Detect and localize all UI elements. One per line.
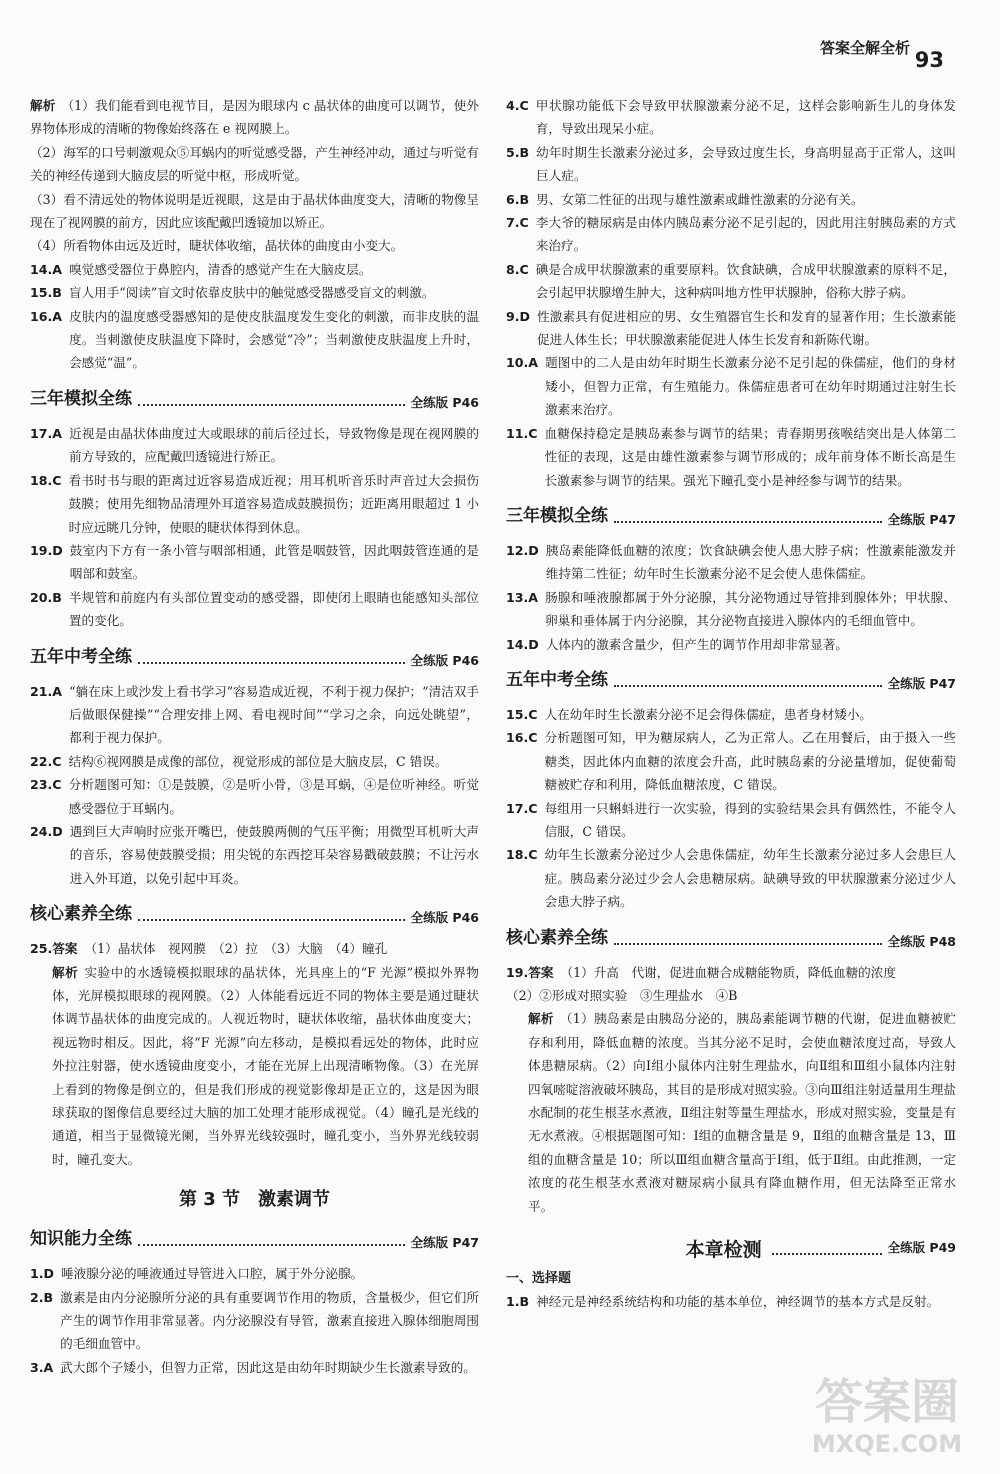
item-text: 甲状腺功能低下会导致甲状腺激素分泌不足，这样会影响新生儿的身体发育，导致出现呆小症。: [535, 98, 956, 137]
answer-item: [506, 258, 956, 305]
item-text: 幼年生长激素分泌过少人会患侏儒症，幼年生长激素分泌过多人会患巨人症。胰岛素分泌过少会人会患糖尿病。缺碘导致的甲状腺激素分泌过少人会患大脖子病。: [544, 847, 956, 910]
item-text: 碘是合成甲状腺激素的重要原料。饮食缺碘，合成甲状腺激素的原料不足，会引起甲状腺增生肿大，这种病叫地方性甲状腺肿，俗称大脖子病。: [535, 261, 956, 301]
item-text: 分析题图可知：①是鼓膜，②是听小骨，③是耳蜗，④是位听神经。听觉感受器位于耳蜗内。: [68, 777, 479, 816]
answer-item: [506, 188, 956, 211]
answer-item: [506, 961, 956, 984]
answer-item: [506, 141, 956, 188]
item-number: 16.A: [30, 308, 63, 324]
item-text: 血糖保持稳定是胰岛素参与调节的结果；青春期男孩喉结突出是人体第二性征的表现，这是由雄性激素参与调节形成的；成年前身体不断长高是生长激素参与调节的结果。强光下瞳孔变小是神经参与调节的结果。: [544, 425, 956, 488]
answer-item: [506, 422, 956, 492]
answer-item: [30, 469, 479, 539]
item-number: 22.C: [30, 753, 62, 769]
dotted-leader: [614, 521, 882, 523]
analysis-label: 解析: [52, 964, 79, 980]
item-number: 25.答案: [30, 941, 78, 957]
answer-item: [506, 586, 956, 633]
answer-item: [30, 680, 479, 750]
page-number: 93: [914, 48, 944, 72]
section-heading: [506, 502, 956, 530]
item-number: 3.A: [30, 1359, 54, 1375]
item-number: 8.C: [506, 261, 529, 277]
item-text: 胰岛素能降低血糖的浓度；饮食缺碘会使人患大脖子病；性激素能激发并维持第二性征；幼年时生长激素分泌不足会使人患侏儒症。: [545, 542, 956, 582]
analysis-label: 解析: [528, 1011, 554, 1027]
answer-item: [30, 1286, 479, 1356]
answer-item: [30, 937, 479, 960]
item-number: 10.A: [506, 355, 539, 371]
item-text: 男、女第二性征的出现与雄性激素或雌性激素的分泌有关。: [536, 191, 864, 207]
dotted-leader: [772, 1253, 882, 1255]
item-number: 13.A: [506, 589, 539, 605]
item-text: 神经元是神经系统结构和功能的基本单位，神经调节的基本方式是反射。: [536, 1294, 940, 1310]
answer-item: [506, 305, 956, 352]
section-title: 知识能力全练: [30, 1229, 132, 1250]
item-answer: （1）升高 代谢，促进血糖合成糖能物质，降低血糖的浓度: [560, 964, 896, 980]
left-column: [30, 94, 479, 1379]
section-title: 五年中考全练: [30, 646, 132, 667]
item-text: “躺在床上或沙发上看书学习”容易造成近视，不利于视力保护；“清洁双手后做眼保健操”“合理安排上网、看电视时间”“学习之余，向远处眺望”，都利于视力保护。: [69, 683, 479, 746]
item-text: 皮肤内的温度感受器感知的是使皮肤温度发生变化的刺激，而非皮肤的温度。当刺激使皮肤温度下降时，会感觉“冷”；当刺激使皮肤温度上升时，会感觉“温”。: [69, 308, 479, 371]
item-text: 激素是由内分泌腺所分泌的具有重要调节作用的物质，含量极少，但它们所产生的调节作用非常显著。内分泌腺没有导管，激素直接进入腺体细胞周围的毛细血管中。: [60, 1289, 479, 1352]
page-header: [0, 0, 1000, 84]
subheading: 一、选择题: [506, 1271, 572, 1287]
watermark-brand: 答案圈: [814, 1374, 960, 1430]
item-text: 看书时书与眼的距离过近容易造成近视；用耳机听音乐时声音过大会损伤鼓膜；使用先细物品清理外耳道容易造成鼓膜损伤；近距离用眼超过 1 小时应远眺几分钟，使眼的睫状体得到休息。: [68, 472, 479, 535]
item-number: 7.C: [506, 215, 529, 231]
section-heading: [30, 643, 479, 671]
section-reference: 全练版 P48: [887, 933, 956, 949]
answer-item: [506, 703, 956, 726]
chapter-check-title: 本章检测: [685, 1238, 762, 1261]
answer-item: [30, 820, 479, 890]
section-heading: [506, 924, 956, 952]
section-reference: 全练版 P47: [887, 511, 956, 527]
watermark-url: MXQE.COM: [811, 1430, 963, 1458]
item-number: 17.A: [30, 425, 63, 441]
item-text: 人体内的激素含量少，但产生的调节作用却非常显著。: [545, 636, 849, 652]
analysis-block: [506, 1007, 956, 1218]
item-text: 题图中的二人是由幼年时期生长激素分泌不足引起的侏儒症，他们的身材矮小，但智力正常，有生殖能力。侏儒症患者可在幼年时期通过注射生长激素来治疗。: [545, 355, 956, 418]
dotted-leader: [138, 919, 405, 921]
section-title: 五年中考全练: [506, 669, 608, 690]
item-number: 11.C: [506, 425, 538, 441]
analysis-text: （3）看不清远处的物体说明是近视眼，这是由于晶状体曲度变大，清晰的物像呈现在了视网膜的前方，因此应该配戴凹透镜加以矫正。: [30, 191, 479, 231]
item-number: 5.B: [506, 144, 530, 160]
item-number: 6.B: [506, 191, 530, 207]
item-text: 嗅觉感受器位于鼻腔内，清香的感觉产生在大脑皮层。: [69, 261, 372, 277]
section-reference: 全练版 P47: [887, 675, 956, 691]
item-text: 遇到巨大声响时应张开嘴巴，使鼓膜两侧的气压平衡；用微型耳机听大声的音乐，容易使鼓膜受损；用尖锐的东西挖耳朵容易戳破鼓膜；不让污水进入外耳道，以免引起中耳炎。: [69, 823, 479, 886]
item-text: 盲人用手“阅读”盲文时依靠皮肤中的触觉感受器感受盲文的刺激。: [68, 285, 435, 301]
section-heading: [506, 666, 956, 694]
item-text: 武大郎个子矮小，但智力正常，因此这是由幼年时期缺少生长激素导致的。: [60, 1359, 476, 1375]
section-title: 三年模拟全练: [506, 505, 608, 526]
item-number: 1.B: [506, 1294, 530, 1310]
item-text: 每组用一只蝌蚪进行一次实验，得到的实验结果会具有偶然性，不能令人信服，C 错误。: [544, 800, 956, 839]
dotted-leader: [614, 943, 882, 945]
item-number: 19.答案: [506, 964, 554, 980]
item-number: 20.B: [30, 589, 62, 605]
answer-item: [30, 1356, 479, 1379]
analysis-text: （1）胰岛素是由胰岛分泌的，胰岛素能调节糖的代谢，促进血糖被贮存和利用，降低血糖的浓度。当其分泌不足时，会使血糖浓度过高，导致人体患糖尿病。（2）向Ⅰ组小鼠体内注射生理盐水，向Ⅱ组和Ⅲ组小鼠体内注射四氧嘧啶溶液破坏胰岛，其目的是形成对照实验。③向Ⅲ组注射适量用生理盐水配制的花生根茎水煮液，Ⅱ组注射等量生理盐水，形成对照实验，变量是有无水煮液。④根据题图可知：Ⅰ组的血糖含量是 9，Ⅱ组的血糖含量是 13，Ⅲ组的血糖含量是 10；所以Ⅲ组血糖含量高于Ⅰ组，低于Ⅱ组。由此推测，一定浓度的花生根茎水煮液对糖尿病小鼠具有降血糖作用，但无法降至正常水平。: [528, 1011, 956, 1214]
section-title: 核心素养全练: [506, 927, 608, 948]
section-heading: [30, 1225, 479, 1253]
section-reference: 全练版 P46: [410, 910, 479, 926]
answer-item: [30, 750, 479, 773]
item-text: 性激素具有促进相应的男、女生殖器官生长和发育的显著作用；生长激素能促进人体生长；甲状腺激素能促进人体生长发育和新陈代谢。: [537, 308, 956, 348]
section-heading: [30, 385, 479, 413]
analysis-text: （1）我们能看到电视节目，是因为眼球内 c 晶状体的曲度可以调节，使外界物体形成的清晰的物像始终落在 e 视网膜上。: [30, 98, 479, 137]
answer-item: [30, 1262, 479, 1285]
answer-item: [506, 351, 956, 421]
dotted-leader: [614, 685, 882, 687]
item-number: 2.B: [30, 1289, 54, 1305]
answer-item: [30, 422, 479, 469]
item-number: 12.D: [506, 542, 539, 558]
chapter-check-heading: [506, 1232, 956, 1262]
item-number: 24.D: [30, 823, 63, 839]
analysis-text: （4）所看物体由远及近时，睫状体收缩，晶状体的曲度由小变大。: [30, 238, 404, 254]
item-answer: （1）晶状体 视网膜 （2）拉 （3）大脑 （4）瞳孔: [84, 941, 388, 957]
item-text: 分析题图可知，甲为糖尿病人，乙为正常人。乙在用餐后，由于摄入一些糖类，因此体内血糖的浓度会升高，此时胰岛素的分泌量增加，促使葡萄糖被贮存和利用，降低血糖浓度，C 错误。: [544, 730, 956, 793]
item-number: 4.C: [506, 98, 529, 113]
section-reference: 全练版 P49: [887, 1239, 956, 1255]
answer-item: [506, 726, 956, 796]
analysis-label: 解析: [30, 98, 56, 113]
item-number: 15.B: [30, 285, 62, 301]
dotted-leader: [138, 1244, 405, 1246]
item-number: 1.D: [30, 1266, 55, 1282]
answer-item: [30, 258, 479, 281]
right-column: [506, 94, 956, 1313]
section-heading: [30, 900, 479, 928]
item-text: 肠腺和唾液腺都属于外分泌腺，其分泌物通过导管排到腺体外；甲状腺、卵巢和垂体属于内分泌腺，其分泌物直接进入腺体内的毛细血管中。: [545, 589, 956, 629]
answer-item: [506, 94, 956, 141]
item-text: 半规管和前庭内有头部位置变动的感受器，即使闭上眼睛也能感知头部位置的变化。: [68, 589, 479, 629]
item-number: 15.C: [506, 706, 538, 722]
item-number: 16.C: [506, 730, 538, 746]
answer-item: [506, 843, 956, 913]
header-title: 答案全解全析: [819, 39, 910, 57]
answer-item: [30, 539, 479, 586]
analysis-text: 实验中的水透镜模拟眼球的晶状体，光具座上的“F 光源”模拟外界物体，光屏模拟眼球的视网膜。（2）人体能看远近不同的物体主要是通过睫状体调节晶状体的曲度完成的。人视近物时，睫状体收缩，晶状体曲度变大；视远物时相反。因此，将“F 光源”向左移动，是模拟看远处的物体，此时应外拉注射器，使水透镜曲度变小，才能在光屏上出现清晰物像。（3）在光屏上看到的物像是倒立的，但是我们形成的视觉影像却是正立的，这是因为眼球获取的图像信息要经过大脑的加工处理才能形成视觉。（4）瞳孔是光线的通道，相当于显微镜光阑，当外界光线较强时，瞳孔变小，当外界光线较弱时，瞳孔变大。: [52, 964, 480, 1167]
section-reference: 全练版 P46: [410, 394, 479, 410]
analysis-block: [30, 94, 479, 258]
item-number: 23.C: [30, 777, 62, 793]
item-answer-continued: （2）②形成对照实验 ③生理盐水 ④B: [506, 988, 738, 1003]
item-number: 14.A: [30, 261, 63, 277]
analysis-block: [30, 961, 479, 1172]
item-number: 9.D: [506, 308, 531, 324]
section-title: 三年模拟全练: [30, 388, 132, 409]
answer-item: [30, 305, 479, 375]
watermark-logo: [792, 1360, 982, 1460]
answer-item: [506, 1290, 956, 1313]
item-text: 人在幼年时生长激素分泌不足会得侏儒症，患者身材矮小。: [544, 706, 872, 722]
answer-item: [30, 773, 479, 820]
section-3-heading: 第 3 节 激素调节: [178, 1189, 331, 1211]
answer-item: [30, 586, 479, 633]
item-number: 14.D: [506, 636, 539, 652]
answer-item: [506, 797, 956, 844]
answer-item: [506, 211, 956, 258]
item-number: 19.D: [30, 542, 63, 558]
dotted-leader: [138, 404, 405, 406]
item-text: 鼓室内下方有一条小管与咽部相通，此管是咽鼓管，因此咽鼓管连通的是咽部和鼓室。: [69, 542, 479, 582]
section-reference: 全练版 P47: [410, 1235, 479, 1251]
item-text: 唾液腺分泌的唾液通过导管进入口腔，属于外分泌腺。: [61, 1266, 364, 1282]
item-text: 幼年时期生长激素分泌过多，会导致过度生长，身高明显高于正常人，这叫巨人症。: [536, 144, 956, 184]
item-number: 17.C: [506, 800, 538, 816]
answer-item: [506, 539, 956, 586]
item-text: 近视是由晶状体曲度过大或眼球的前后径过长，导致物像是现在视网膜的前方导致的，应配戴凹透镜进行矫正。: [69, 425, 479, 465]
item-number: 18.C: [30, 472, 62, 488]
analysis-text: （2）海军的口号刺激观众⑤耳蜗内的听觉感受器，产生神经冲动，通过与听觉有关的神经传递到大脑皮层的听觉中枢，形成听觉。: [30, 144, 479, 184]
answer-item: [30, 281, 479, 304]
section-reference: 全练版 P46: [410, 652, 479, 668]
item-number: 18.C: [506, 847, 538, 863]
section-title: 核心素养全练: [30, 904, 132, 925]
dotted-leader: [138, 662, 405, 664]
item-text: 结构⑥视网膜是成像的部位，视觉形成的部位是大脑皮层，C 错误。: [68, 753, 448, 769]
item-text: 李大爷的糖尿病是由体内胰岛素分泌不足引起的，因此用注射胰岛素的方式来治疗。: [535, 215, 956, 254]
item-number: 21.A: [30, 683, 63, 699]
answer-item: [506, 633, 956, 656]
